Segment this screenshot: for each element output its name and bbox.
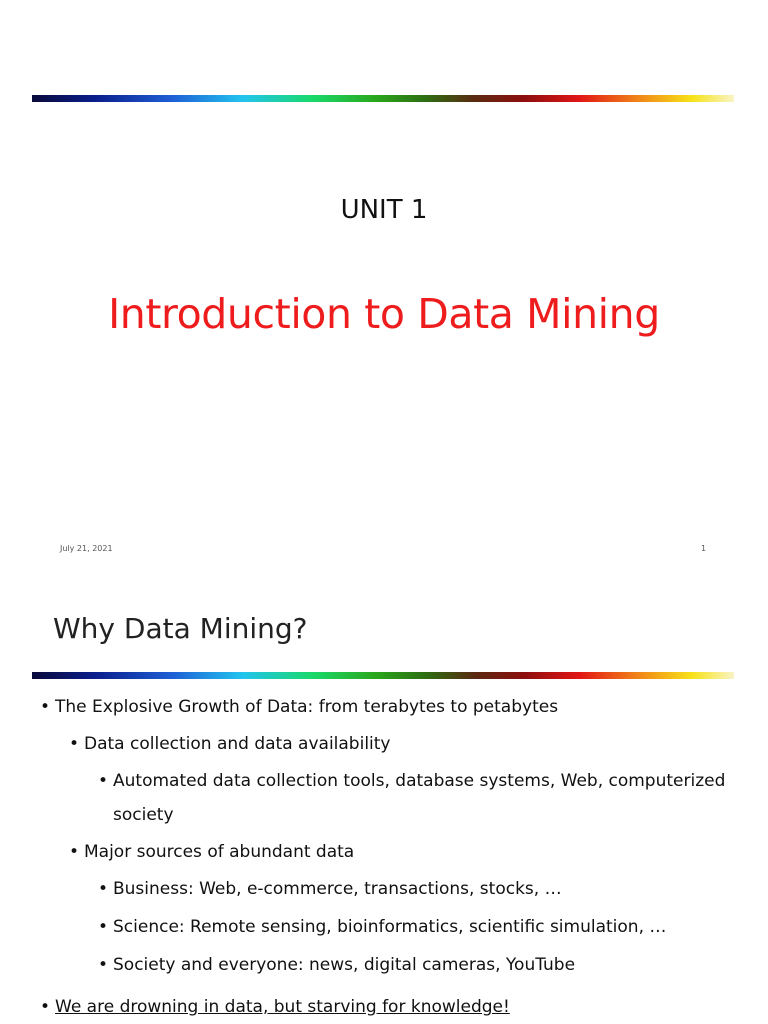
- bullet-dot-icon: •: [98, 917, 109, 937]
- bullet-item: • Automated data collection tools, database systems, Web, computerized: [113, 764, 725, 798]
- bullet-item: • We are drowning in data, but starving for knowledge!: [55, 990, 510, 1024]
- bullet-item: • Science: Remote sensing, bioinformatics, scientific simulation, …: [113, 910, 666, 944]
- slide-title: Introduction to Data Mining: [108, 290, 660, 338]
- bullet-item: • Data collection and data availability: [84, 727, 391, 761]
- bullet-item: • The Explosive Growth of Data: from terabytes to petabytes: [55, 690, 558, 724]
- footer-date: July 21, 2021: [60, 544, 113, 553]
- rainbow-divider-top: [32, 95, 734, 102]
- page-number: 1: [701, 544, 707, 553]
- slide2-title: Why Data Mining?: [53, 612, 308, 645]
- bullet-dot-icon: •: [98, 771, 109, 791]
- bullet-dot-icon: •: [98, 879, 109, 899]
- bullet-dot-icon: •: [98, 955, 109, 975]
- bullet-dot-icon: •: [40, 997, 51, 1017]
- bullet-dot-icon: •: [69, 734, 80, 754]
- rainbow-divider-bottom: [32, 672, 734, 679]
- bullet-continuation: society: [113, 805, 174, 825]
- bullet-item: • Society and everyone: news, digital cameras, YouTube: [113, 948, 575, 982]
- bullet-dot-icon: •: [40, 697, 51, 717]
- bullet-item: • Business: Web, e-commerce, transactions, stocks, …: [113, 872, 562, 906]
- unit-label: UNIT 1: [340, 195, 428, 225]
- bullet-item: • Major sources of abundant data: [84, 835, 354, 869]
- bullet-dot-icon: •: [69, 842, 80, 862]
